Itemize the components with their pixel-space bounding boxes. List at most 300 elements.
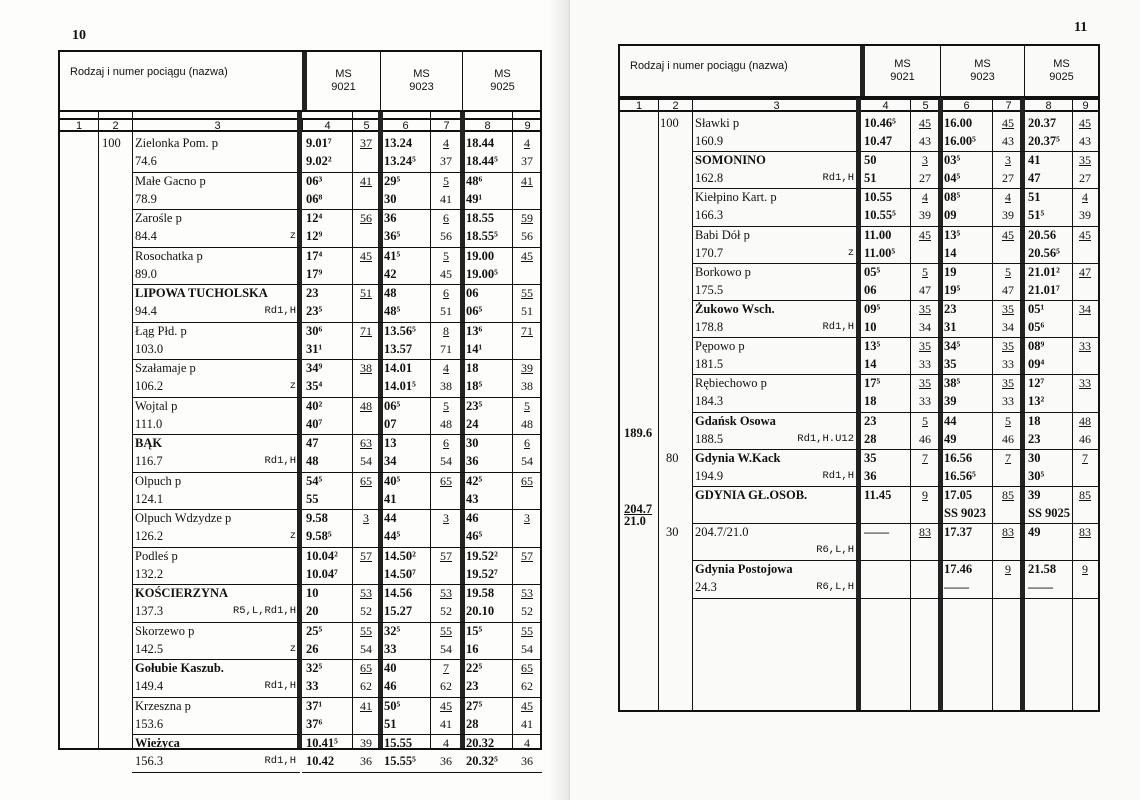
running-minutes: 53 [521, 586, 533, 600]
arrival-time: 34⁹ [306, 361, 323, 375]
arrival-time: 19.52² [466, 548, 498, 563]
arrival-time: 9.01⁷ [306, 136, 332, 150]
departure-time: 14.50⁷ [384, 566, 416, 581]
arrival-time: 17.46 [944, 562, 973, 577]
dwell-minutes: 56 [521, 229, 533, 243]
departure-time: 46 [384, 679, 397, 693]
column-number: 1 [635, 100, 643, 112]
page-number: 11 [1074, 20, 1088, 35]
running-minutes: 6 [524, 436, 530, 450]
station-km: 181.5 [695, 357, 724, 372]
station-name: GDYNIA GŁ.OSOB. [695, 488, 808, 502]
departure-time: 16.56⁵ [944, 468, 976, 483]
departure-time: 19.52⁷ [466, 566, 498, 581]
running-minutes: 65 [521, 661, 533, 675]
departure-time: 04⁵ [944, 171, 961, 186]
departure-time: 46⁵ [466, 529, 483, 543]
departure-time: 06 [864, 282, 877, 297]
station-km: 153.6 [135, 716, 164, 731]
departure-time: 10.55⁵ [864, 208, 896, 223]
arrival-time: 14.50² [384, 548, 416, 563]
speed-limit: 100 [660, 116, 679, 130]
arrival-time: 30 [466, 436, 479, 450]
running-minutes: 57 [440, 548, 452, 563]
arrival-time: 21.58 [1028, 562, 1057, 577]
station-km: 124.1 [135, 491, 164, 506]
column-divider [658, 98, 659, 710]
train-header [302, 52, 380, 110]
column-number: 4 [302, 120, 352, 130]
departure-time: 10.04⁷ [306, 566, 338, 581]
arrival-time: 19.58 [466, 586, 495, 600]
running-minutes: 57 [521, 548, 533, 563]
station-km: 137.3 [135, 604, 164, 618]
dwell-minutes: 54 [440, 641, 452, 656]
departure-time: 33 [306, 679, 319, 693]
departure-time: —— [944, 580, 969, 595]
arrival-time: 20.37 [1028, 116, 1057, 130]
arrival-time: 19.00 [466, 248, 495, 263]
running-minutes: 65 [521, 473, 533, 488]
departure-time: 30 [384, 191, 397, 206]
departure-time: 36 [466, 454, 479, 468]
station-name: LIPOWA TUCHOLSKA [135, 286, 268, 300]
running-minutes: 41 [360, 173, 372, 188]
departure-time: 06⁵ [466, 304, 483, 318]
dwell-minutes: 71 [440, 341, 452, 356]
departure-time: 44⁵ [384, 529, 401, 543]
station-code: R6,L,H [816, 581, 854, 594]
running-minutes: 5 [1005, 264, 1011, 279]
dwell-minutes: 52 [360, 604, 372, 618]
departure-time: 13.57 [384, 341, 413, 356]
station-km: 126.2 [135, 529, 164, 543]
running-minutes: 7 [1082, 450, 1088, 465]
running-minutes: 55 [521, 623, 533, 638]
column-number: 1 [75, 120, 83, 132]
running-minutes: 55 [360, 623, 372, 638]
arrival-time: 46 [466, 511, 479, 525]
departure-time: 26 [306, 641, 319, 656]
column-number: 7 [430, 120, 462, 130]
running-minutes: 33 [1079, 376, 1091, 391]
station-name: Małe Gacno p [135, 173, 206, 188]
departure-time: 18.55⁵ [466, 229, 498, 243]
running-minutes: 9 [922, 488, 928, 502]
station-km: 184.3 [695, 394, 724, 409]
departure-time: 17⁹ [306, 266, 323, 281]
arrival-time: 29⁵ [384, 173, 401, 188]
departure-time: 28 [864, 431, 877, 446]
train-header [1024, 46, 1098, 96]
header-row [620, 46, 1098, 98]
departure-time: SS 9023 [944, 506, 987, 520]
running-minutes: 7 [443, 661, 449, 675]
running-minutes: 71 [521, 323, 533, 338]
dwell-minutes: 39 [1079, 208, 1091, 223]
arrival-time: 12⁷ [1028, 376, 1045, 391]
station-name: Rębiechowo p [695, 376, 767, 391]
column-number: 5 [352, 120, 380, 130]
dwell-minutes: 56 [440, 229, 452, 243]
arrival-time: 17⁴ [306, 248, 323, 263]
station-name: Gdynia W.Kack [695, 450, 781, 465]
column-number: 2 [658, 100, 692, 110]
running-minutes: 65 [440, 473, 452, 488]
running-minutes: 65 [360, 661, 372, 675]
arrival-time: 36 [384, 211, 397, 225]
arrival-time: 32⁵ [306, 661, 323, 675]
dwell-minutes: 62 [440, 679, 452, 693]
departure-time: 18 [864, 394, 877, 409]
dwell-minutes: 54 [521, 641, 533, 656]
running-minutes: 65 [360, 473, 372, 488]
departure-time: 20 [306, 604, 319, 618]
dwell-minutes: 62 [360, 679, 372, 693]
arrival-time: 40² [306, 398, 323, 413]
station-km: 170.7 [695, 245, 724, 260]
arrival-time: 25⁵ [306, 623, 323, 638]
departure-time: 40⁷ [306, 416, 323, 431]
arrival-time: 08⁵ [944, 190, 961, 205]
running-minutes: 4 [524, 736, 530, 750]
running-minutes: 45 [1002, 227, 1014, 242]
station-name: Gdynia Postojowa [695, 562, 793, 577]
train-type: MS [494, 68, 511, 80]
station-name: SOMONINO [695, 153, 766, 168]
running-minutes: 4 [524, 136, 530, 150]
station-name: 204.7/21.0 [695, 525, 749, 540]
dwell-minutes: 41 [440, 191, 452, 206]
arrival-time: —— [864, 525, 889, 540]
station-name: KOŚCIERZYNA [135, 586, 229, 600]
departure-time: 39 [944, 394, 957, 409]
running-minutes: 35 [1079, 153, 1091, 168]
running-minutes: 5 [922, 264, 928, 279]
train-type: MS [974, 58, 991, 70]
row-separator [1024, 598, 1098, 599]
running-minutes: 5 [922, 413, 928, 428]
running-minutes: 3 [524, 511, 530, 525]
speed-limit: 100 [102, 136, 121, 150]
station-code: Rd1,H [264, 755, 296, 767]
running-minutes: 48 [360, 398, 372, 413]
dwell-minutes: 34 [1002, 320, 1014, 334]
station-km: 116.7 [135, 454, 163, 468]
dwell-minutes: 48 [521, 416, 533, 431]
station-km: 149.4 [135, 679, 164, 693]
train-header [860, 46, 940, 96]
arrival-time: 40 [384, 661, 397, 675]
running-minutes: 5 [443, 173, 449, 188]
arrival-time: 30 [1028, 450, 1041, 465]
running-minutes: 45 [521, 248, 533, 263]
dwell-minutes: 54 [521, 454, 533, 468]
arrival-time: 22⁵ [466, 661, 483, 675]
line-km: 204.7 [624, 502, 653, 516]
station-km: 156.3 [135, 754, 164, 768]
station-code: z [289, 380, 296, 392]
column-number: 8 [1024, 100, 1072, 110]
station-name: Olpuch p [135, 473, 182, 488]
arrival-time: 13.24 [384, 136, 413, 150]
departure-time: 23 [1028, 431, 1041, 446]
departure-time: 18⁵ [466, 379, 483, 393]
running-minutes: 51 [360, 286, 372, 300]
arrival-time: 38⁵ [944, 376, 961, 391]
running-minutes: 35 [1002, 339, 1014, 354]
line-km: 189.6 [624, 425, 653, 440]
station-name: Wieżyca [135, 736, 180, 750]
dwell-minutes: 36 [360, 754, 372, 768]
station-name: Żukowo Wsch. [695, 302, 775, 316]
running-minutes: 41 [360, 698, 372, 713]
arrival-time: 21.01² [1028, 264, 1060, 279]
running-minutes: 83 [919, 525, 931, 540]
departure-time: 37⁶ [306, 716, 323, 731]
arrival-time: 17.05 [944, 488, 973, 502]
station-code: R6,L,H [816, 544, 854, 557]
train-type: MS [413, 68, 430, 80]
running-minutes: 5 [443, 398, 449, 413]
dwell-minutes: 43 [1002, 134, 1014, 148]
station-name: Podleś p [135, 548, 178, 563]
thick-divider [297, 112, 302, 748]
running-minutes: 35 [1002, 376, 1014, 391]
departure-time: 33 [384, 641, 397, 656]
arrival-time: 50⁵ [384, 698, 401, 713]
arrival-time: 11.45 [864, 488, 892, 502]
departure-time: 13² [1028, 394, 1045, 409]
departure-time: 51 [864, 171, 877, 186]
departure-time: 43 [466, 491, 479, 506]
station-name: Olpuch Wdzydze p [135, 511, 232, 525]
departure-time: 41 [384, 491, 397, 506]
arrival-time: 50 [864, 153, 877, 168]
running-minutes: 9 [1005, 562, 1011, 577]
arrival-time: 9.58 [306, 511, 328, 525]
departure-time: 28 [466, 716, 479, 731]
running-minutes: 7 [1005, 450, 1011, 465]
departure-time: 35 [944, 357, 957, 372]
departure-time: 47 [1028, 171, 1041, 186]
departure-time: 11.00⁵ [864, 245, 896, 260]
page-number: 10 [72, 28, 86, 43]
train-number: 9023 [970, 71, 995, 83]
departure-time: 9.58⁵ [306, 529, 332, 543]
station-name: Kiełpino Kart. p [695, 190, 777, 205]
header-row [60, 52, 540, 112]
arrival-time: 18.55 [466, 211, 495, 225]
arrival-time: 16.00 [944, 116, 973, 130]
train-type: MS [335, 68, 352, 80]
arrival-time: 18 [466, 361, 479, 375]
station-km: 24.3 [695, 580, 717, 595]
departure-time: 18.44⁵ [466, 154, 498, 168]
station-km: 194.9 [695, 468, 724, 483]
running-minutes: 4 [443, 361, 449, 375]
arrival-time: 10.55 [864, 190, 893, 205]
dwell-minutes: 38 [440, 379, 452, 393]
column-number: 3 [692, 100, 860, 110]
running-minutes: 59 [521, 211, 533, 225]
running-minutes: 53 [360, 586, 372, 600]
dwell-minutes: 52 [521, 604, 533, 618]
station-name: Łąg Płd. p [135, 323, 187, 338]
running-minutes: 4 [443, 736, 449, 750]
arrival-time: 23⁵ [466, 398, 483, 413]
arrival-time: 20.56 [1028, 227, 1057, 242]
arrival-time: 44 [384, 511, 397, 525]
station-km: 178.8 [695, 320, 724, 334]
timetable-frame [618, 44, 1100, 712]
station-km: 111.0 [135, 416, 163, 431]
arrival-time: 20.32 [466, 736, 495, 750]
station-km: 106.2 [135, 379, 164, 393]
train-number: 9025 [1049, 71, 1074, 83]
arrival-time: 41 [1028, 153, 1041, 168]
running-minutes: 83 [1002, 525, 1014, 540]
dwell-minutes: 46 [1079, 431, 1091, 446]
running-minutes: 45 [360, 248, 372, 263]
dwell-minutes: 43 [1079, 134, 1091, 148]
departure-time: 30⁵ [1028, 468, 1045, 483]
departure-time: 07 [384, 416, 397, 431]
departure-time: 23 [466, 679, 479, 693]
train-header [380, 52, 462, 110]
departure-time: 42 [384, 266, 397, 281]
running-minutes: 6 [443, 286, 449, 300]
dwell-minutes: 36 [521, 754, 533, 768]
running-minutes: 45 [1079, 116, 1091, 130]
dwell-minutes: 54 [360, 454, 372, 468]
running-minutes: 37 [360, 136, 372, 150]
arrival-time: 10.04² [306, 548, 338, 563]
station-km: 74.6 [135, 154, 157, 168]
running-minutes: 53 [440, 586, 452, 600]
arrival-time: 41⁵ [384, 248, 401, 263]
header-name-label: Rodzaj i numer pociągu (nazwa) [70, 66, 228, 78]
arrival-time: 51 [1028, 190, 1041, 205]
dwell-minutes: 34 [919, 320, 931, 334]
departure-time: 34 [384, 454, 397, 468]
arrival-time: 23 [944, 302, 957, 316]
arrival-time: 13 [384, 436, 397, 450]
train-type: MS [894, 58, 911, 70]
departure-time: 15.27 [384, 604, 413, 618]
dwell-minutes: 39 [919, 208, 931, 223]
departure-time: 12⁹ [306, 229, 323, 243]
arrival-time: 13.56⁵ [384, 323, 416, 338]
station-code: Rd1,H [822, 469, 854, 482]
row-separator [860, 598, 940, 599]
departure-time: 15.55⁵ [384, 754, 416, 768]
running-minutes: 57 [360, 548, 372, 563]
departure-time: 24 [466, 416, 479, 431]
arrival-time: 12⁴ [306, 211, 323, 225]
departure-time: SS 9025 [1028, 506, 1071, 520]
departure-time: 19.00⁵ [466, 266, 498, 281]
running-minutes: 6 [443, 211, 449, 225]
running-minutes: 55 [521, 286, 533, 300]
train-number: 9021 [890, 71, 915, 83]
arrival-time: 18 [1028, 413, 1041, 428]
running-minutes: 35 [919, 339, 931, 354]
running-minutes: 48 [1079, 413, 1091, 428]
running-minutes: 55 [440, 623, 452, 638]
row-separator [692, 598, 858, 599]
departure-time: 09 [944, 208, 957, 223]
dwell-minutes: 43 [919, 134, 931, 148]
station-km: 89.0 [135, 266, 157, 281]
station-code: Rd1,H [264, 455, 296, 467]
departure-time: 16 [466, 641, 479, 656]
station-name: Gołubie Kaszub. [135, 661, 224, 675]
arrival-time: 30⁶ [306, 323, 323, 338]
arrival-time: 19 [944, 264, 957, 279]
departure-time: 31 [944, 320, 957, 334]
arrival-time: 37¹ [306, 698, 323, 713]
dwell-minutes: 62 [521, 679, 533, 693]
departure-time: 14¹ [466, 341, 483, 356]
dwell-minutes: 41 [521, 716, 533, 731]
running-minutes: 85 [1079, 488, 1091, 502]
station-code: z [847, 246, 854, 259]
station-name: Gdańsk Osowa [695, 413, 776, 428]
departure-time: 31¹ [306, 341, 323, 356]
running-minutes: 9 [1082, 562, 1088, 577]
running-minutes: 35 [919, 302, 931, 316]
dwell-minutes: 27 [1079, 171, 1091, 186]
dwell-minutes: 38 [521, 379, 533, 393]
arrival-time: 03⁵ [944, 153, 961, 168]
column-number: 5 [910, 100, 940, 110]
running-minutes: 5 [1005, 413, 1011, 428]
departure-time: 35⁴ [306, 379, 323, 393]
train-header [462, 52, 542, 110]
station-code: Rd1,H.U12 [797, 432, 854, 445]
running-minutes: 6 [443, 436, 449, 450]
station-km: 142.5 [135, 641, 164, 656]
speed-limit: 80 [666, 450, 679, 465]
departure-time: 19⁵ [944, 282, 961, 297]
running-minutes: 33 [1079, 339, 1091, 354]
station-code: Rd1,H [264, 680, 296, 692]
station-name: Pępowo p [695, 339, 745, 354]
arrival-time: 11.00 [864, 227, 892, 242]
dwell-minutes: 36 [440, 754, 452, 768]
station-name: Zarośle p [135, 211, 182, 225]
row-separator [860, 560, 940, 561]
station-km: 175.5 [695, 282, 724, 297]
arrival-time: 17.37 [944, 525, 973, 540]
running-minutes: 45 [440, 698, 452, 713]
running-minutes: 63 [360, 436, 372, 450]
arrival-time: 44 [944, 413, 957, 428]
departure-time: 49¹ [466, 191, 483, 206]
running-minutes: 39 [360, 736, 372, 750]
arrival-time: 06 [466, 286, 479, 300]
dwell-minutes: 48 [440, 416, 452, 431]
right-page [570, 0, 1140, 800]
departure-time: 06⁸ [306, 191, 323, 206]
arrival-time: 47 [306, 436, 319, 450]
dwell-minutes: 54 [360, 641, 372, 656]
departure-time: 20.32⁵ [466, 754, 498, 768]
dwell-minutes: 52 [440, 604, 452, 618]
departure-time: 21.01⁷ [1028, 282, 1060, 297]
dwell-minutes: 39 [1002, 208, 1014, 223]
